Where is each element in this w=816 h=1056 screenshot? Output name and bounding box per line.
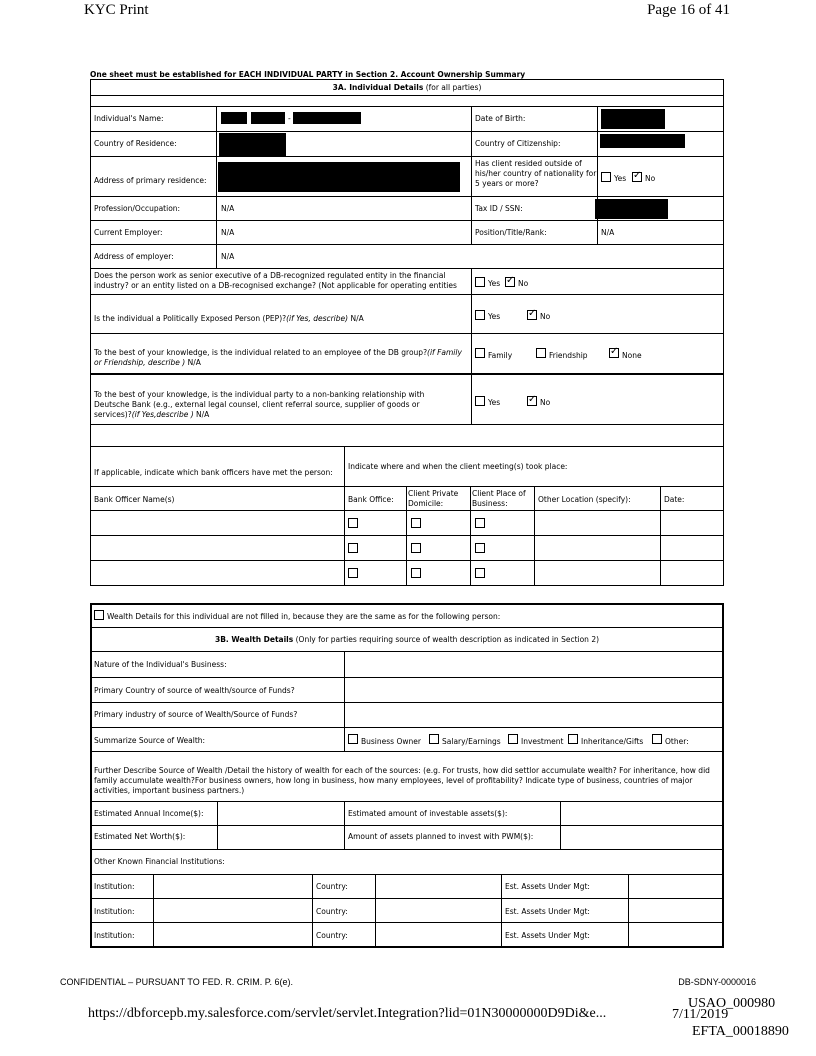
col-date: Date: [664, 495, 685, 504]
pep-question: Is the individual a Politically Exposed Person (PEP)?(if Yes, describe) N/A [94, 314, 364, 323]
section-3a-title: 3A. Individual Details (for all parties) [332, 83, 482, 92]
related-none-checkbox[interactable] [609, 348, 619, 358]
meeting-row2-domicile-checkbox[interactable] [411, 543, 421, 553]
redacted-name-part-2 [251, 112, 285, 124]
intro-instruction: One sheet must be established for EACH INDIVIDUAL PARTY in Section 2. Account Ownership Summary [90, 70, 526, 79]
meeting-prompt: Indicate where and when the client meeting(s) took place: [348, 462, 568, 471]
meeting-row3-bank-office-checkbox[interactable] [348, 568, 358, 578]
wealth-country-label: Primary Country of source of wealth/source of Funds? [94, 686, 295, 695]
redacted-name-part-1 [221, 112, 247, 124]
print-date: 7/11/2019 [672, 1007, 729, 1022]
nonbank-yes-checkbox[interactable] [475, 396, 485, 406]
country-label-2: Country: [316, 907, 348, 916]
wealth-same-as-note: Wealth Details for this individual are not filled in, because they are the same as for the following person: [107, 612, 501, 621]
col-officer-names: Bank Officer Name(s) [94, 495, 175, 504]
wealth-same-as-checkbox[interactable] [94, 610, 104, 620]
col-place-business: Client Place of Business: [472, 489, 526, 508]
address-label: Address of primary residence: [94, 176, 207, 185]
related-question: To the best of your knowledge, is the individual related to an employee of the DB group?(if Family or Friendship, describe ) N/A [94, 348, 462, 367]
investable-assets-label: Estimated amount of investable assets($): [348, 809, 508, 818]
citizenship-label: Country of Citizenship: [475, 139, 561, 148]
profession-value: N/A [221, 204, 235, 213]
assets-label-2: Est. Assets Under Mgt: [505, 907, 590, 916]
efta-stamp: EFTA_00018890 [692, 1024, 789, 1039]
resided-no-checkbox[interactable] [632, 172, 642, 182]
redacted-dob [601, 109, 665, 129]
bates-number: DB-SDNY-0000016 [678, 977, 756, 987]
institution-label-1: Institution: [94, 882, 135, 891]
related-family-checkbox[interactable] [475, 348, 485, 358]
meeting-row1-business-checkbox[interactable] [475, 518, 485, 528]
page-number: Page 16 of 41 [647, 2, 730, 18]
redacted-residence [219, 133, 286, 156]
country-label-3: Country: [316, 931, 348, 940]
col-private-domicile: Client Private Domicile: [408, 489, 459, 508]
senior-exec-yes-checkbox[interactable] [475, 277, 485, 287]
business-owner-checkbox[interactable] [348, 734, 358, 744]
senior-exec-question: Does the person work as senior executive of a DB-recognized regulated entity in the financial industry? or an entity listed on a DB-recognised exchange? (Not applicable for operating entities [94, 271, 457, 290]
pep-yes-checkbox[interactable] [475, 310, 485, 320]
investment-checkbox[interactable] [508, 734, 518, 744]
print-title: KYC Print [84, 2, 149, 18]
name-label: Individual's Name: [94, 114, 164, 123]
redacted-address [218, 162, 460, 192]
col-other-location: Other Location (specify): [538, 495, 631, 504]
salary-checkbox[interactable] [429, 734, 439, 744]
redacted-citizenship [600, 134, 685, 148]
pep-no-checkbox[interactable] [527, 310, 537, 320]
related-friendship-checkbox[interactable] [536, 348, 546, 358]
meeting-row2-business-checkbox[interactable] [475, 543, 485, 553]
taxid-label: Tax ID / SSN: [475, 204, 523, 213]
resided-yes-checkbox[interactable] [601, 172, 611, 182]
other-source-checkbox[interactable] [652, 734, 662, 744]
employer-value: N/A [221, 228, 235, 237]
annual-income-label: Estimated Annual Income($): [94, 809, 204, 818]
col-bank-office: Bank Office: [348, 495, 394, 504]
source-url[interactable]: https://dbforcepb.my.salesforce.com/servlet/servlet.Integration?lid=01N30000000D9Di&e... [88, 1006, 607, 1021]
assets-label-1: Est. Assets Under Mgt: [505, 882, 590, 891]
meeting-row3-business-checkbox[interactable] [475, 568, 485, 578]
assets-label-3: Est. Assets Under Mgt: [505, 931, 590, 940]
officers-prompt: If applicable, indicate which bank officers have met the person: [94, 468, 333, 477]
employer-label: Current Employer: [94, 228, 163, 237]
other-institutions-label: Other Known Financial Institutions: [94, 857, 225, 866]
further-describe-text: Further Describe Source of Wealth /Detail the history of wealth for each of the sources: (e.g. For trusts, how did settlor accumulate wealth? For inheritance, how did family accumulate wealth?For business owners, how long in business, how many employees, level of profitability? Indicate type of business, countries of major activities, important business partners.) [94, 766, 710, 795]
resided-question: Has client resided outside of his/her country of nationality for 5 years or more? [475, 159, 597, 188]
nonbank-question: To the best of your knowledge, is the individual party to a non-banking relationship with Deutsche Bank (e.g., external legal counsel, client referral source, supplier of goods or services)?(if Yes,describe ) N/A [94, 390, 425, 419]
institution-label-3: Institution: [94, 931, 135, 940]
section-3b-title: 3B. Wealth Details (Only for parties requiring source of wealth description as indicated in Section 2) [214, 635, 600, 644]
dob-label: Date of Birth: [475, 114, 526, 123]
nonbank-no-checkbox[interactable] [527, 396, 537, 406]
meeting-row2-bank-office-checkbox[interactable] [348, 543, 358, 553]
redacted-taxid [595, 199, 668, 219]
pwm-assets-label: Amount of assets planned to invest with PWM($): [348, 832, 534, 841]
redacted-name-part-3 [293, 112, 361, 124]
meeting-row1-bank-office-checkbox[interactable] [348, 518, 358, 528]
senior-exec-no-checkbox[interactable] [505, 277, 515, 287]
country-label-1: Country: [316, 882, 348, 891]
position-label: Position/Title/Rank: [475, 228, 547, 237]
employer-address-label: Address of employer: [94, 252, 174, 261]
confidential-notice: CONFIDENTIAL – PURSUANT TO FED. R. CRIM. P. 6(e). [60, 977, 294, 987]
position-value: N/A [601, 228, 615, 237]
institution-label-2: Institution: [94, 907, 135, 916]
net-worth-label: Estimated Net Worth($): [94, 832, 186, 841]
wealth-industry-label: Primary industry of source of Wealth/Source of Funds? [94, 710, 298, 719]
meeting-row1-domicile-checkbox[interactable] [411, 518, 421, 528]
residence-label: Country of Residence: [94, 139, 177, 148]
meeting-row3-domicile-checkbox[interactable] [411, 568, 421, 578]
business-nature-label: Nature of the Individual's Business: [94, 660, 227, 669]
summarize-wealth-label: Summarize Source of Wealth: [94, 736, 206, 745]
inheritance-checkbox[interactable] [568, 734, 578, 744]
usao-stamp: USAO_000980 [688, 996, 776, 1011]
profession-label: Profession/Occupation: [94, 204, 181, 213]
employer-address-value: N/A [221, 252, 235, 261]
